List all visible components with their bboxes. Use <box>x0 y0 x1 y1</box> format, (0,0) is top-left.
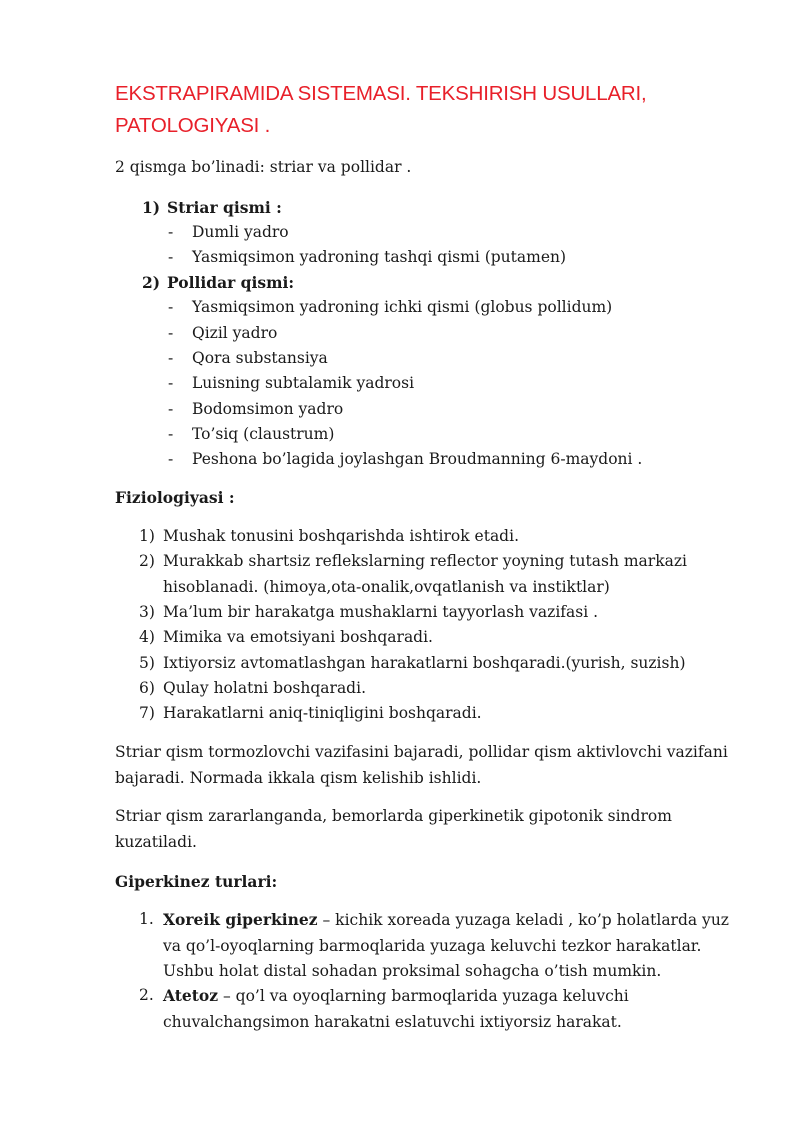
physiology-number: 2) <box>139 552 155 570</box>
physiology-number: 1) <box>139 527 155 545</box>
list-item: Yasmiqsimon yadroning tashqi qismi (putamen) <box>192 248 567 266</box>
hyperkinesis-item <box>163 907 748 985</box>
hyperkinesis-heading: Giperkinez turlari: <box>115 872 278 891</box>
dash-bullet: - <box>168 425 174 443</box>
list-item: Luisning subtalamik yadrosi <box>192 374 415 392</box>
list-item: Yasmiqsimon yadroning ichki qismi (globus pollidum) <box>192 298 613 316</box>
section-heading-pollidar: Pollidar qismi: <box>167 273 295 292</box>
hyperkinesis-term: Atetoz <box>163 986 219 1005</box>
dash-bullet: - <box>168 349 174 367</box>
physiology-number: 7) <box>139 704 155 722</box>
list-item: Qizil yadro <box>192 324 278 342</box>
physiology-item: Harakatlarni aniq-tiniqligini boshqaradi. <box>163 704 482 722</box>
section-number: 2) <box>142 273 161 292</box>
list-item: To’siq (claustrum) <box>192 425 335 443</box>
dash-bullet: - <box>168 248 174 266</box>
physiology-item: Mushak tonusini boshqarishda ishtirok etadi. <box>163 527 519 545</box>
hyperkinesis-item <box>163 983 683 1035</box>
dash-bullet: - <box>168 298 174 316</box>
hyperkinesis-term: Xoreik giperkinez <box>163 910 318 929</box>
dash-bullet: - <box>168 374 174 392</box>
list-item: Bodomsimon yadro <box>192 400 344 418</box>
hyperkinesis-description: – kichik xoreada yuzaga keladi , ko’p holatlarda yuz va qo’l-oyoqlarning barmoqlarida yuzaga keluvchi tezkor harakatlar. Ushbu holat distal sohadan proksimal sohagcha o’tish mumkin. <box>163 911 729 980</box>
physiology-number: 3) <box>139 603 155 621</box>
physiology-number: 4) <box>139 628 155 646</box>
physiology-number: 5) <box>139 654 155 672</box>
list-item: Dumli yadro <box>192 223 289 241</box>
dash-bullet: - <box>168 400 174 418</box>
physiology-item: Murakkab shartsiz reflekslarning reflector yoyning tutash markazi hisoblanadi. (himoya,ota-onalik,ovqatlanish va instiktlar) <box>163 552 687 596</box>
hyperkinesis-number: 2. <box>139 986 154 1004</box>
physiology-item: Qulay holatni boshqaradi. <box>163 679 366 697</box>
physiology-item: Ixtiyorsiz avtomatlashgan harakatlarni boshqaradi.(yurish, suzish) <box>163 654 686 672</box>
physiology-item: Mimika va emotsiyani boshqaradi. <box>163 628 433 646</box>
physiology-number: 6) <box>139 679 155 697</box>
hyperkinesis-description: – qo’l va oyoqlarning barmoqlarida yuzaga keluvchi chuvalchangsimon harakatni eslatuvchi ixtiyorsiz harakat. <box>163 987 629 1031</box>
physiology-item: Ma’lum bir harakatga mushaklarni tayyorlash vazifasi . <box>163 603 599 621</box>
section-heading-striar: Striar qismi : <box>167 198 282 217</box>
list-item: Peshona bo’lagida joylashgan Broudmanning 6-maydoni . <box>192 450 643 468</box>
list-item: Qora substansiya <box>192 349 328 367</box>
dash-bullet: - <box>168 324 174 342</box>
paragraph-striar-pollidar: Striar qism tormozlovchi vazifasini bajaradi, pollidar qism aktivlovchi vazifani bajaradi. Normada ikkala qism kelishib ishlidi. <box>115 743 728 787</box>
paragraph-striar-damage: Striar qism zararlanganda, bemorlarda giperkinetik gipotonik sindrom kuzatiladi. <box>115 807 672 851</box>
hyperkinesis-number: 1. <box>139 910 154 928</box>
document-title: EKSTRAPIRAMIDA SISTEMASI. TEKSHIRISH USULLARI, PATOLOGIYASI . <box>115 82 647 137</box>
intro-text: 2 qismgа bo’linadi: striar va pollidar . <box>115 158 412 176</box>
dash-bullet: - <box>168 450 174 468</box>
section-number: 1) <box>142 198 161 217</box>
physiology-heading: Fiziologiyasi : <box>115 488 235 507</box>
dash-bullet: - <box>168 223 174 241</box>
